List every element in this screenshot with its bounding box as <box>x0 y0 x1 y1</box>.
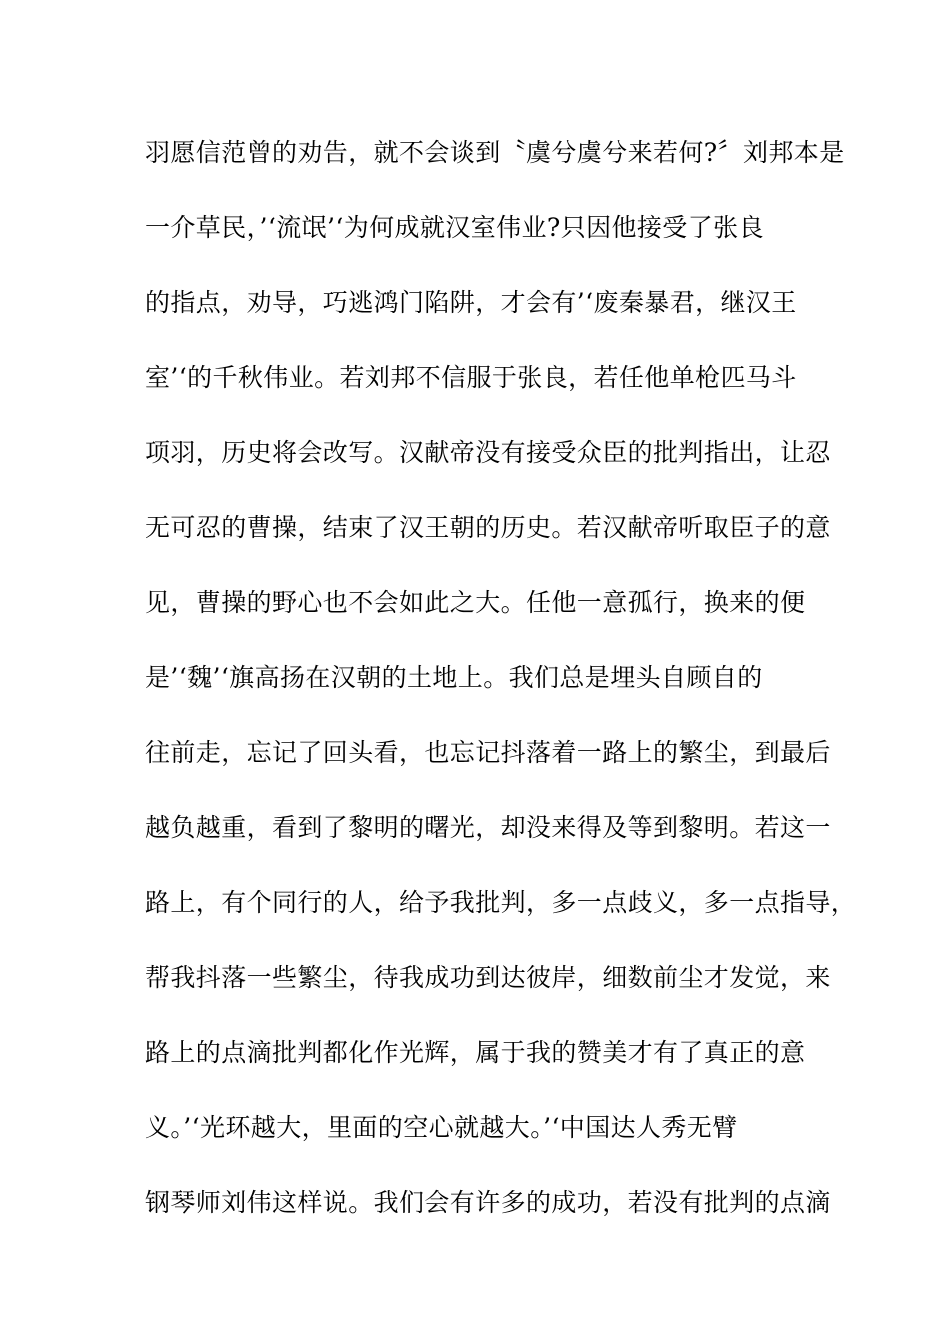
text-line: 往前走，忘记了回头看，也忘记抖落着一路上的繁尘，到最后 <box>145 738 831 767</box>
text-line: 羽愿信范曾的劝告，就不会谈到〝虞兮虞兮来若何?〞刘邦本是 <box>145 138 845 167</box>
text-line: 项羽，历史将会改写。汉献帝没有接受众臣的批判指出，让忍 <box>145 438 831 467</box>
text-line: 的指点，劝导，巧逃鸿门陷阱，才会有’‘废秦暴君，继汉王 <box>145 288 797 317</box>
text-line: 义。’‘光环越大，里面的空心就越大。’‘中国达人秀无臂 <box>145 1113 738 1142</box>
text-line: 一介草民，’‘流氓’‘为何成就汉室伟业?只因他接受了张良 <box>145 213 764 242</box>
text-line: 见，曹操的野心也不会如此之大。任他一意孤行，换来的便 <box>145 588 806 617</box>
text-line: 室’‘的千秋伟业。若刘邦不信服于张良，若任他单枪匹马斗 <box>145 363 797 392</box>
body-text <box>145 129 857 1254</box>
text-line: 越负越重，看到了黎明的曙光，却没来得及等到黎明。若这一 <box>145 813 831 842</box>
text-line: 路上的点滴批判都化作光辉，属于我的赞美才有了真正的意 <box>145 1038 806 1067</box>
text-line: 无可忍的曹操，结束了汉王朝的历史。若汉献帝听取臣子的意 <box>145 513 831 542</box>
text-line: 路上，有个同行的人，给予我批判，多一点歧义，多一点指导， <box>145 888 857 917</box>
text-line: 帮我抖落一些繁尘，待我成功到达彼岸，细数前尘才发觉，来 <box>145 963 831 992</box>
text-line: 钢琴师刘伟这样说。我们会有许多的成功，若没有批判的点滴 <box>145 1188 831 1217</box>
text-line: 是’‘魏’‘旗高扬在汉朝的土地上。我们总是埋头自顾自的 <box>145 663 763 692</box>
